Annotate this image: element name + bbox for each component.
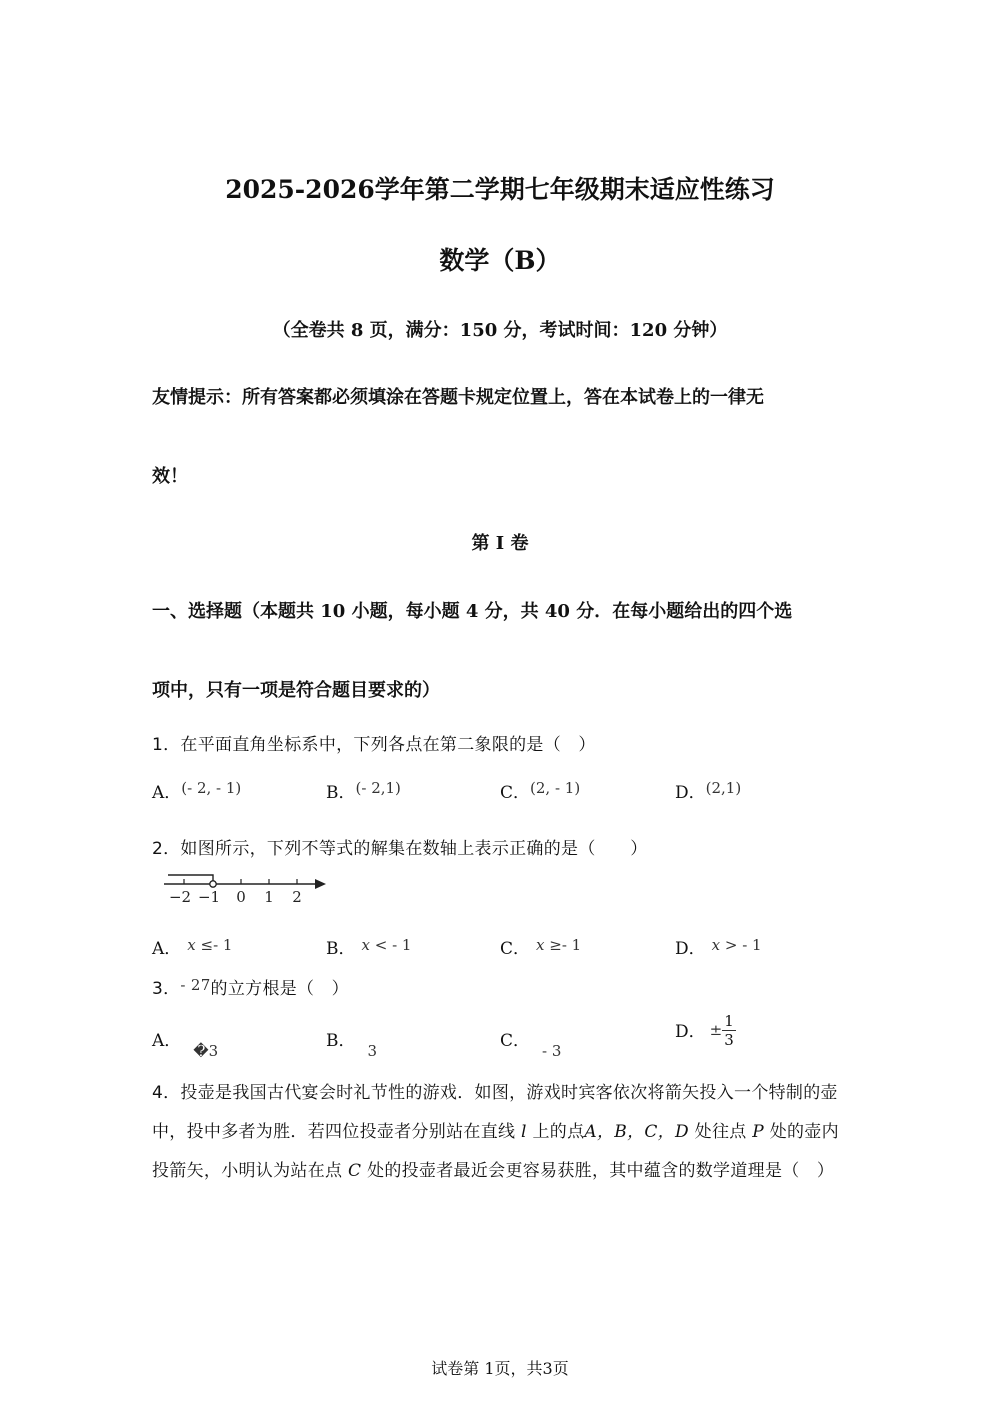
q2-option-a-rel: ≤- 1 (195, 936, 233, 954)
q2-option-c-letter: C． (500, 939, 531, 959)
section-heading-line-2: 项中，只有一项是符合题目要求的） (152, 680, 440, 701)
q1-option-d-letter: D． (675, 783, 706, 803)
q3-option-b-value: 3 (367, 1042, 378, 1060)
q4-line-3 (152, 1156, 834, 1181)
q2-option-c-rel: ≥- 1 (544, 936, 582, 954)
q1-stem: 1．在平面直角坐标系中，下列各点在第二象限的是（ ） (152, 735, 596, 755)
q3-stem (152, 974, 349, 999)
page-footer: 试卷第 1页，共3页 (431, 1359, 569, 1378)
q2-option-d-letter: D． (675, 939, 706, 959)
q1-option-b (326, 778, 401, 803)
q4-points: A，B，C，D (584, 1122, 689, 1142)
q1-option-a-value: (- 2, - 1) (181, 779, 242, 797)
q1-option-a-letter: A． (152, 783, 182, 803)
q3-option-c-letter: C． (500, 1031, 531, 1051)
q2-option-d (675, 934, 762, 959)
q1-option-b-value: (- 2,1) (355, 779, 401, 797)
q4-line-3-text-b: 处的投壶者最近会更容易获胜，其中蕴含的数学道理是（ ） (367, 1161, 835, 1181)
q1-option-a (152, 778, 241, 803)
q3-option-b-letter: B． (326, 1031, 356, 1051)
q4-line-2 (152, 1117, 839, 1142)
q3-option-a-letter: A． (152, 1031, 182, 1051)
q3-option-a-value: �3 (193, 1042, 219, 1060)
q2-option-a (152, 934, 232, 959)
q1-option-d (675, 778, 741, 803)
q3-option-c (500, 1026, 562, 1060)
q2-option-d-var: x (711, 936, 721, 954)
q4-point-c: C (348, 1161, 362, 1181)
q3-math: - 27 (180, 976, 211, 994)
q3-option-c-value: - 3 (542, 1042, 562, 1060)
q3-option-a (152, 1026, 219, 1060)
tick-label: −2 (168, 888, 192, 906)
q2-option-a-var: x (187, 936, 196, 954)
q1-option-c-letter: C． (500, 783, 531, 803)
q2-option-d-rel: > - 1 (720, 936, 762, 954)
q2-option-b-letter: B． (326, 939, 356, 959)
q4-line-2-text-d: 处的壶内 (769, 1122, 839, 1142)
q4-line-l: l (521, 1122, 527, 1142)
q1-option-d-value: (2,1) (705, 779, 742, 797)
tick-label: −1 (197, 888, 221, 906)
q1-option-b-letter: B． (326, 783, 356, 803)
notice-line-1: 友情提示：所有答案都必须填涂在答题卡规定位置上，答在本试卷上的一律无 (152, 387, 764, 408)
q3-option-d (675, 1012, 736, 1049)
q3-stem-text: 的立方根是（ ） (210, 979, 349, 999)
q3-option-d-pm: ± (709, 1021, 723, 1039)
exam-info: （全卷共 8 页，满分：150 分，考试时间：120 分钟） (272, 320, 728, 341)
tick-label: 2 (292, 888, 302, 906)
q3-option-d-letter: D． (675, 1022, 706, 1042)
q2-option-b-rel: < - 1 (369, 936, 412, 954)
q4-line-3-text-a: 投箭矢，小明认为站在点 (152, 1161, 343, 1181)
q1-option-c (500, 778, 580, 803)
q3-option-b (326, 1026, 378, 1060)
solution-shading (168, 875, 213, 884)
exam-title: 2025-2026学年第二学期七年级期末适应性练习 (225, 175, 775, 204)
q3-option-d-fraction (722, 1012, 736, 1049)
q4-line-1: 4．投壶是我国古代宴会时礼节性的游戏．如图，游戏时宾客依次将箭矢投入一个特制的壶 (152, 1083, 838, 1103)
tick-label: 1 (264, 888, 274, 906)
q4-line-2-text-c: 处往点 (694, 1122, 747, 1142)
q4-point-p: P (752, 1122, 765, 1142)
q2-stem: 2．如图所示，下列不等式的解集在数轴上表示正确的是（ ） (152, 839, 648, 859)
q2-option-a-letter: A． (152, 939, 182, 959)
q2-option-c (500, 934, 581, 959)
number-line-arrow (315, 879, 326, 889)
fraction-numerator: 1 (724, 1012, 734, 1030)
q4-line-2-text-a: 中，投中多者为胜．若四位投壶者分别站在直线 (152, 1122, 516, 1142)
section-heading-line-1: 一、选择题（本题共 10 小题，每小题 4 分，共 40 分．在每小题给出的四个选 (152, 601, 793, 622)
volume-label: 第 I 卷 (471, 533, 529, 554)
fraction-denominator: 3 (724, 1031, 734, 1049)
notice-line-2: 效！ (152, 466, 188, 487)
q4-line-2-text-b: 上的点 (532, 1122, 585, 1142)
open-endpoint (210, 881, 216, 887)
q3-number: 3． (152, 979, 181, 999)
q2-option-b (326, 934, 411, 959)
exam-subtitle: 数学（B） (439, 246, 561, 275)
q1-option-c-value: (2, - 1) (530, 779, 581, 797)
q2-option-c-var: x (536, 936, 545, 954)
number-line-figure (160, 862, 335, 910)
tick-label: 0 (236, 888, 246, 906)
q2-option-b-var: x (361, 936, 370, 954)
